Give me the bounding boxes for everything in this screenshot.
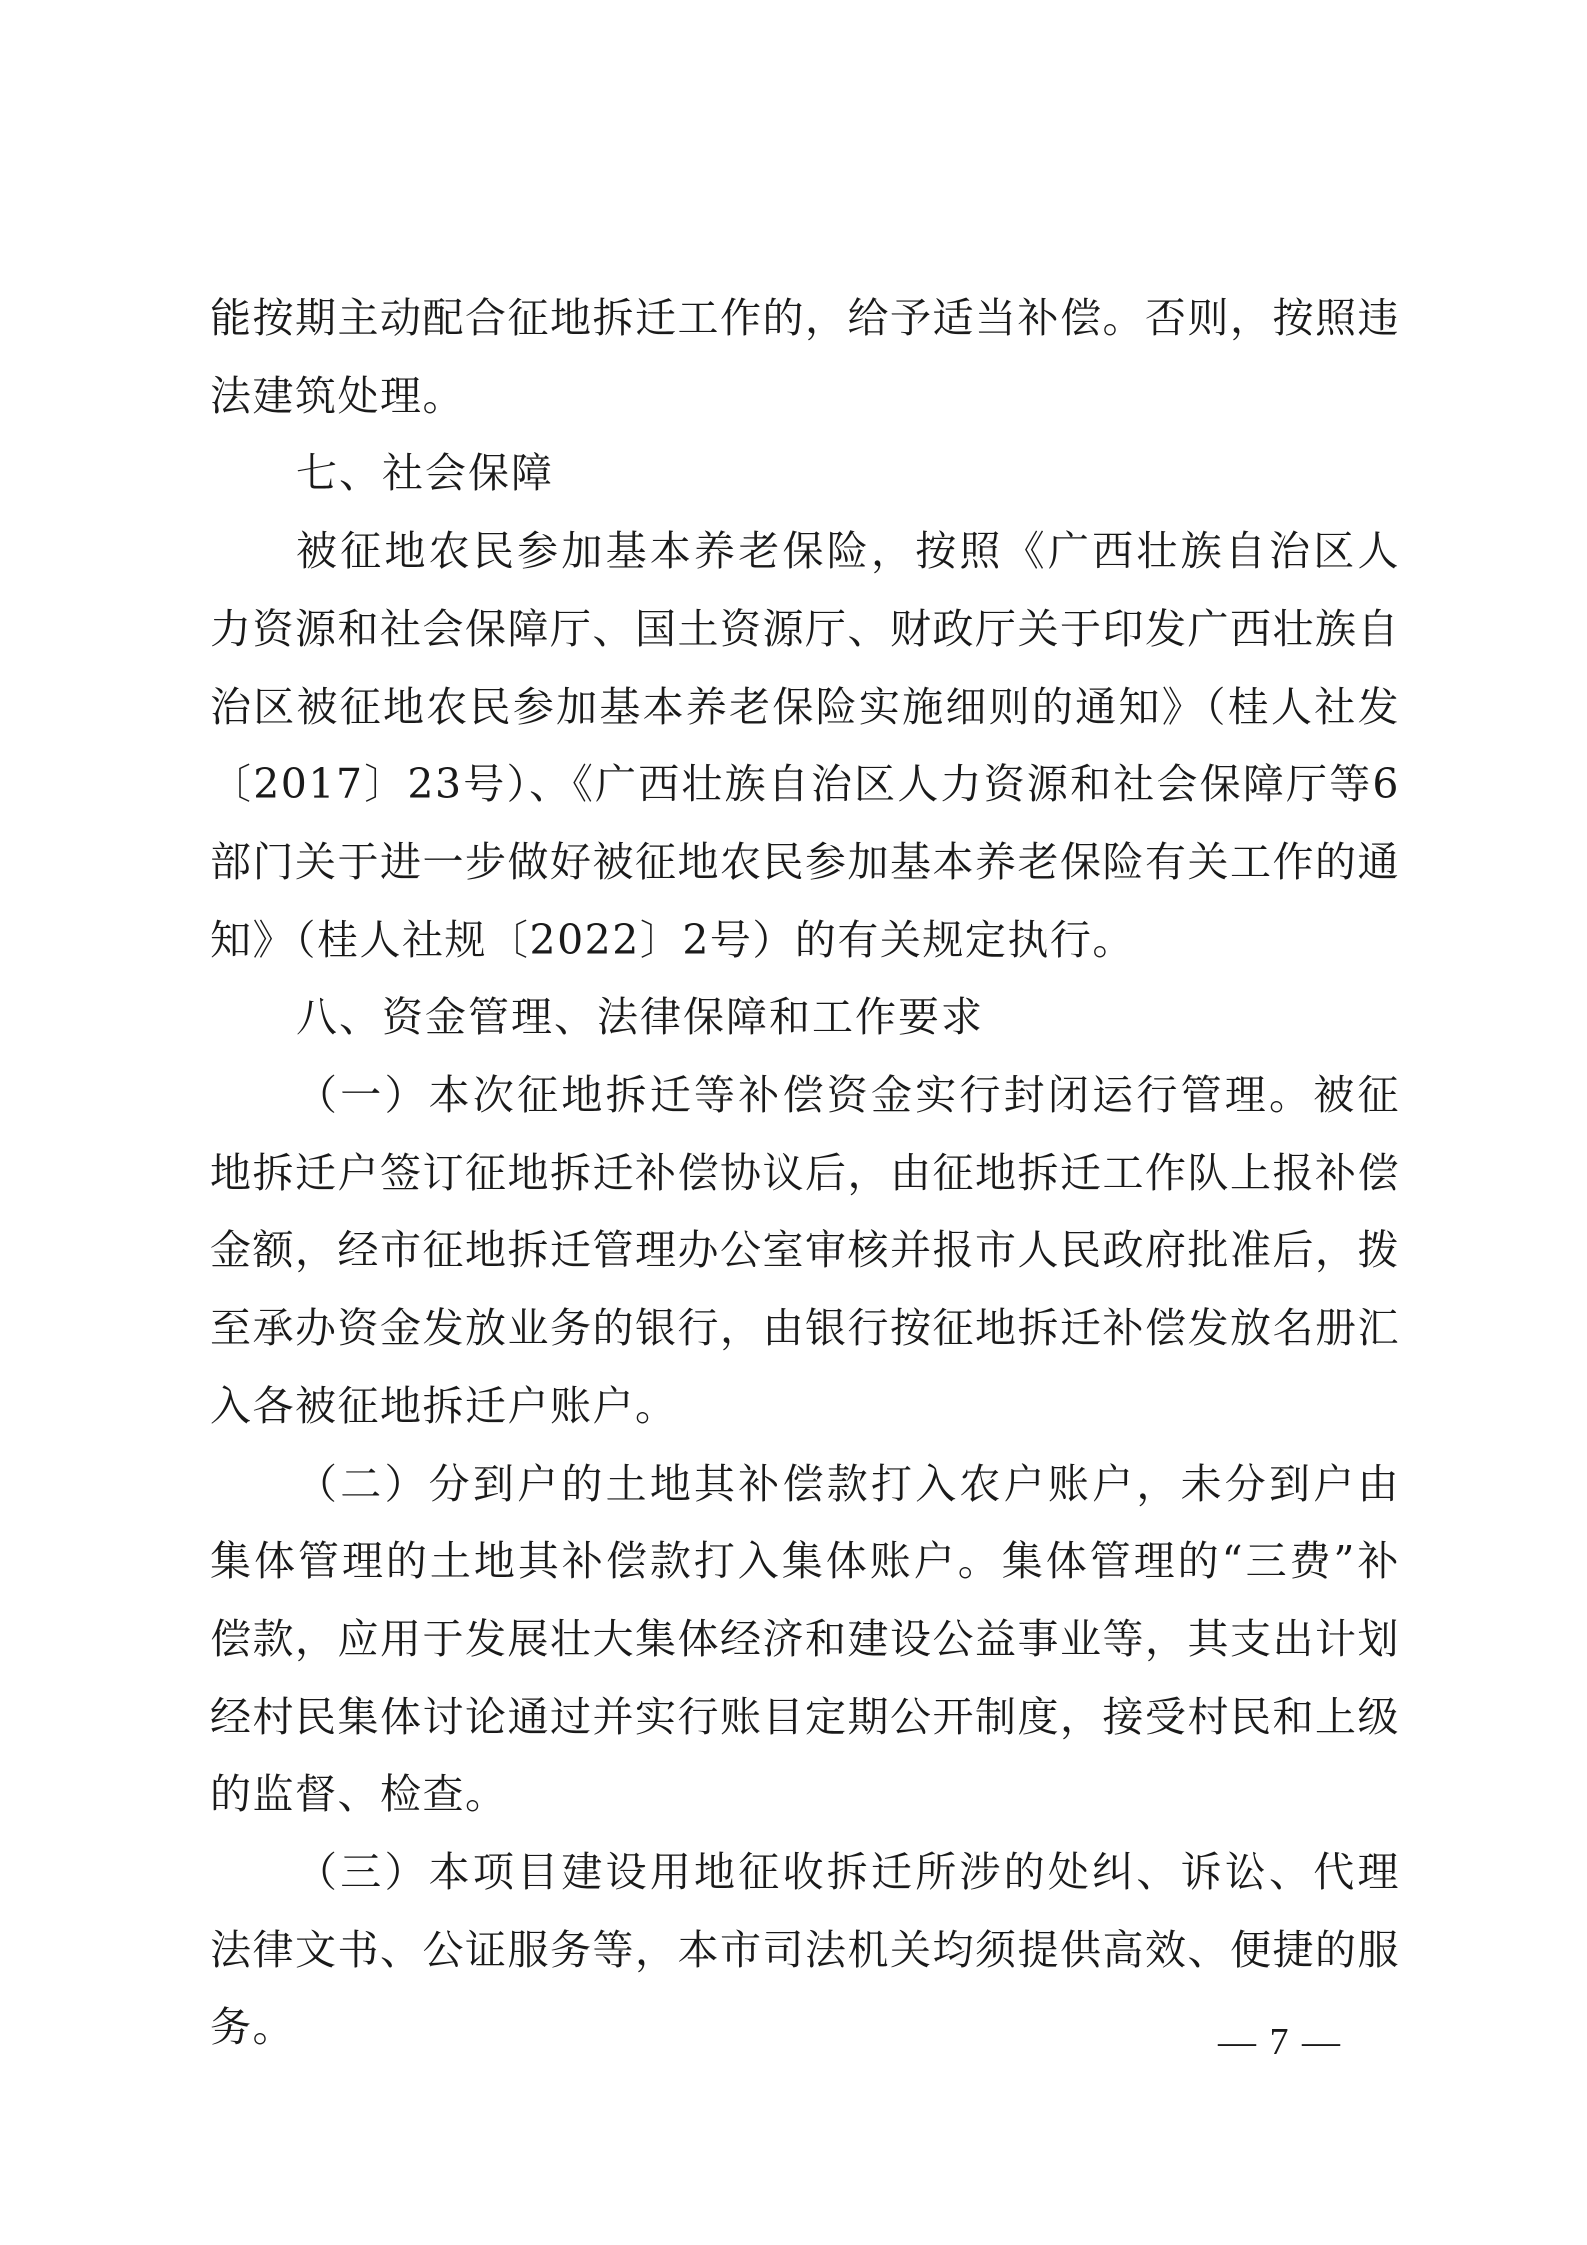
section-8-item-2: （二）分到户的土地其补偿款打入农户账户，未分到户由集体管理的土地其补偿款打入集体账户。集体管理的“三费”补偿款，应用于发展壮大集体经济和建设公益事业等，其支出计划经村民集体讨论通过并实行账目定期公开制度，接受村民和上级的监督、检查。 <box>210 1459 1400 1819</box>
section-8-item-1: （一）本次征地拆迁等补偿资金实行封闭运行管理。被征地拆迁户签订征地拆迁补偿协议后，由征地拆迁工作队上报补偿金额，经市征地拆迁管理办公室审核并报市人民政府批准后，拨至承办资金发放业务的银行，由银行按征地拆迁补偿发放名册汇入各被征地拆迁户账户。 <box>210 1071 1400 1430</box>
document-body <box>210 280 1400 2067</box>
page-number: — 7 — <box>1218 2021 1342 2063</box>
continuation-paragraph: 能按期主动配合征地拆迁工作的，给予适当补偿。否则，按照违法建筑处理。 <box>210 294 1400 420</box>
section-7-paragraph: 被征地农民参加基本养老保险，按照《广西壮族自治区人力资源和社会保障厅、国土资源厅、财政厅关于印发广西壮族自治区被征地农民参加基本养老保险实施细则的通知》（桂人社发〔2017〕23号）、《广西壮族自治区人力资源和社会保障厅等6部门关于进一步做好被征地农民参加基本养老保险有关工作的通知》（桂人社规〔2022〕2号）的有关规定执行。 <box>210 527 1400 964</box>
section-7-heading: 七、社会保障 <box>296 449 554 498</box>
section-8-heading: 八、资金管理、法律保障和工作要求 <box>296 993 984 1042</box>
section-8-item-3: （三）本项目建设用地征收拆迁所涉的处纠、诉讼、代理法律文书、公证服务等，本市司法机关均须提供高效、便捷的服务。 <box>210 1848 1400 2052</box>
